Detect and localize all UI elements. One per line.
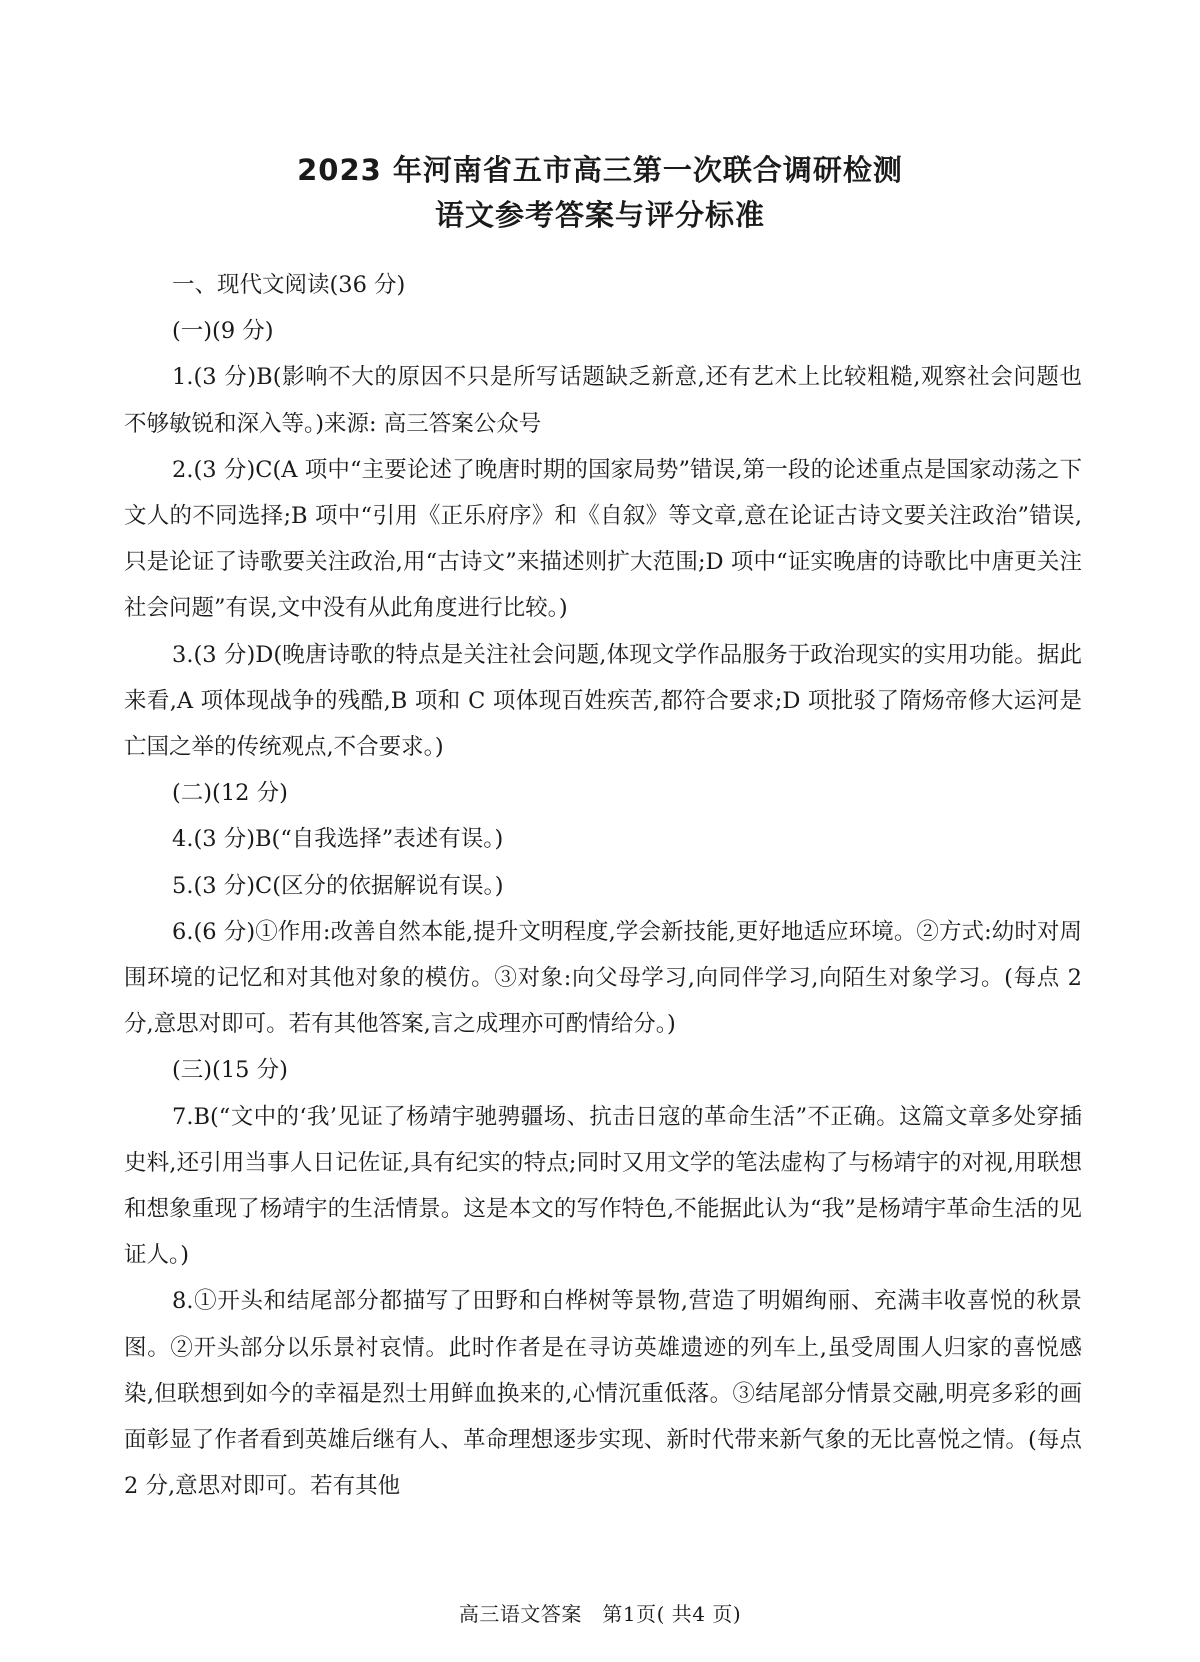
document-subtitle: 语文参考答案与评分标准 [434, 198, 765, 232]
answer-q3: 3.(3 分)D(晚唐诗歌的特点是关注社会问题,体现文学作品服务于政治现实的实用功能。据此来看,A 项体现战争的残酷,B 项和 C 项体现百姓疾苦,都符合要求;D 项批驳了隋炀帝修大运河是亡国之举的传统观点,不合要求。) [124, 641, 1082, 761]
document-title: 2023 年河南省五市高三第一次联合调研检测 [297, 153, 903, 187]
answer-q7: 7.B(“文中的‘我’见证了杨靖宇驰骋疆场、抗击日寇的革命生活”不正确。这篇文章多处穿插史料,还引用当事人日记佐证,具有纪实的特点;同时又用文学的笔法虚构了与杨靖宇的对视,用联想和想象重现了杨靖宇的生活情景。这是本文的写作特色,不能据此认为“我”是杨靖宇革命生活的见证人。) [124, 1103, 1082, 1269]
answer-q6: 6.(6 分)①作用:改善自然本能,提升文明程度,学会新技能,更好地适应环境。②方式:幼时对周围环境的记忆和对其他对象的模仿。③对象:向父母学习,向同伴学习,向陌生对象学习。(每点 2 分,意思对即可。若有其他答案,言之成理亦可酌情给分。) [124, 918, 1082, 1038]
answer-q8: 8.①开头和结尾部分都描写了田野和白桦树等景物,营造了明媚绚丽、充满丰收喜悦的秋景图。②开头部分以乐景衬哀情。此时作者是在寻访英雄遗迹的列车上,虽受周围人归家的喜悦感染,但联想到如今的幸福是烈士用鲜血换来的,心情沉重低落。③结尾部分情景交融,明亮多彩的画面彰显了作者看到英雄后继有人、革命理想逐步实现、新时代带来新气象的无比喜悦之情。(每点 2 分,意思对即可。若有其他 [124, 1288, 1082, 1500]
document-body [124, 262, 1082, 1509]
answer-q5: 5.(3 分)C(区分的依据解说有误。) [172, 872, 504, 899]
subsection-heading-2: (二)(12 分) [172, 780, 288, 807]
section-heading-modern-reading: 一、现代文阅读(36 分) [172, 272, 406, 298]
answer-q1: 1.(3 分)B(影响不大的原因不只是所写话题缺乏新意,还有艺术上比较粗糙,观察社会问题也不够敏锐和深入等。)来源: 高三答案公众号 [124, 364, 1082, 437]
subsection-heading-3: (三)(15 分) [172, 1057, 288, 1084]
subsection-heading-1: (一)(9 分) [172, 318, 274, 345]
answer-q2: 2.(3 分)C(A 项中“主要论述了晚唐时期的国家局势”错误,第一段的论述重点是国家动荡之下文人的不同选择;B 项中“引用《正乐府序》和《自叙》等文章,意在论证古诗文要关注政治”错误,只是论证了诗歌要关注政治,用“古诗文”来描述则扩大范围;D 项中“证实晚唐的诗歌比中唐更关注社会问题”有误,文中没有从此角度进行比较。) [124, 456, 1082, 622]
page-footer: 高三语文答案 第1页( 共4 页) [458, 1602, 742, 1626]
answer-q4: 4.(3 分)B(“自我选择”表述有误。) [172, 826, 504, 853]
